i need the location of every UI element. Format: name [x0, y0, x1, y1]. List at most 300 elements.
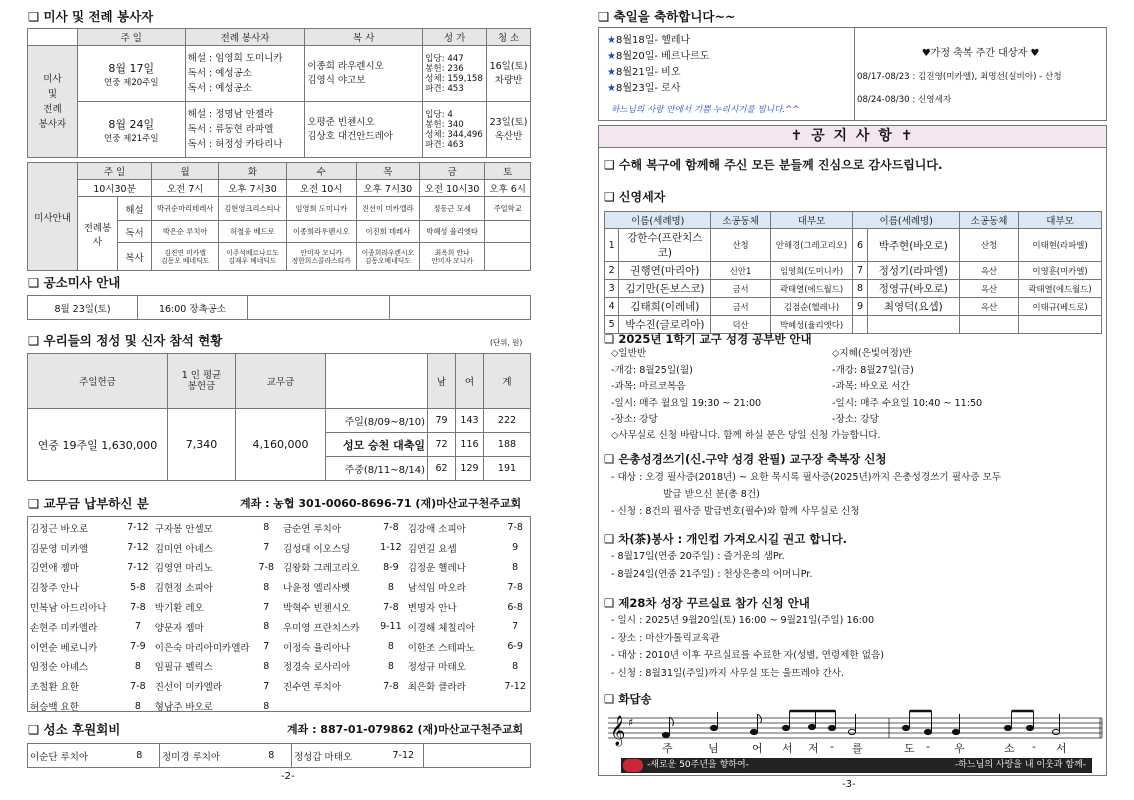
- donor-name: 김영연 마리노: [154, 563, 213, 575]
- donor-name: 우미영 프란치스카: [282, 622, 360, 634]
- hymn-line: 파견: 463: [425, 139, 464, 150]
- bapt-title: ❑ 신영세자: [604, 190, 666, 204]
- bapt-community: 산청: [711, 229, 770, 262]
- bapt-name: 권행연(마리아): [619, 262, 711, 280]
- donor-month: 7: [512, 621, 519, 633]
- donor-name: [281, 696, 376, 716]
- empty-cell: [28, 29, 78, 46]
- clean-line: 16일(토): [489, 60, 528, 72]
- bapt-num: 3: [605, 280, 619, 298]
- bapt-num: 7: [853, 262, 867, 280]
- donor-name: 이은숙 마리아미카엘라: [154, 642, 250, 654]
- treble-clef-icon: 𝄞: [610, 716, 626, 746]
- attend-total: 188: [484, 433, 531, 457]
- lyric-syllable: 서: [782, 742, 793, 755]
- bapt-num: 1: [605, 229, 619, 262]
- donor-month: 8: [134, 660, 141, 672]
- bapt-godparent: 임영희(도미니카): [770, 262, 853, 280]
- bapt-col: 이름(세례명): [605, 212, 711, 229]
- donor-name: 이연순 베로니카: [30, 642, 98, 654]
- bible-line: -과목: 바오로 서간: [832, 381, 910, 392]
- mass-servers-cell: [185, 46, 305, 102]
- wk-time: 오전 7시: [152, 180, 219, 197]
- bapt-godparent: [1019, 316, 1102, 334]
- clean-line: 차량반: [494, 74, 523, 86]
- donor-name: 김왕화 그레고리오: [282, 563, 360, 575]
- note: [750, 729, 757, 734]
- attend-male: 79: [428, 409, 456, 433]
- offering-title: ❑ 우리들의 정성 및 신자 참석 현황: [28, 333, 223, 348]
- star-icon: ★: [607, 83, 616, 94]
- notice-title: ✝ 공 지 사 항 ✝: [598, 125, 1107, 148]
- bible-line: ◇지혜(은빛여정)반: [832, 348, 912, 359]
- footer-right-text: -하느님의 사랑을 내 이웃과 함께-: [955, 760, 1086, 770]
- bapt-godparent: 이영훈(미카엘): [1019, 262, 1102, 280]
- bapt-col: 소공동체: [959, 212, 1018, 229]
- cursillo-line: - 일시 : 2025년 9월20일(토) 16:00 ~ 9월21일(주일) 16:00: [611, 615, 875, 626]
- donor-name: 김문영 미카엘: [30, 543, 89, 555]
- donor-name: 김정운 헬레나: [407, 563, 466, 575]
- celebrate-title: ❑ 축일을 축하합니다~~: [598, 9, 736, 24]
- donor-name: 박혁수 빈첸시오: [282, 603, 351, 615]
- donor-name: 형남주 바오로: [154, 702, 213, 714]
- col-clean: 청 소: [487, 29, 531, 46]
- clean-line: 23일(토): [489, 116, 528, 128]
- wk-cell: 주일학교: [485, 197, 531, 221]
- hymn-line: 성체: 159,158: [425, 73, 483, 84]
- lyric-syllable: 님: [708, 742, 719, 755]
- copy-line: - 신청 : 8건의 필사증 발급번호(필수)와 함께 사무실로 신청: [611, 506, 860, 517]
- sponsor-title: ❑ 성소 후원회비: [28, 722, 121, 737]
- bapt-name: 박주현(바오로): [867, 229, 959, 262]
- bapt-name: 박수진(글로리아): [619, 316, 711, 334]
- note: [808, 724, 815, 729]
- col-avg: 1 인 평균 봉헌금: [168, 354, 236, 409]
- mass-date: 8월 24일: [108, 117, 155, 131]
- gongso-date: 8월 23일(토): [28, 296, 138, 320]
- cursillo-lines: [611, 612, 884, 682]
- donor-month: 7-8: [507, 581, 523, 593]
- note: [924, 729, 931, 734]
- bible-line: -장소: 강당: [611, 414, 658, 425]
- attend-female: 143: [456, 409, 484, 433]
- donor-month: 6-8: [507, 601, 523, 613]
- col-altar: 복 사: [305, 29, 423, 46]
- bapt-community: 금서: [711, 280, 770, 298]
- donor-month: 7: [134, 621, 141, 633]
- bapt-num: 6: [853, 229, 867, 262]
- donor-name: 김연길 요셉: [407, 543, 457, 555]
- page-number-left: -2-: [281, 771, 295, 782]
- altar-line: 오평준 빈첸시오: [307, 116, 375, 128]
- wk-cell: 김현영크리스티나: [219, 197, 286, 221]
- sponsor-month: 8: [252, 744, 292, 768]
- lyric-syllable: -: [830, 740, 834, 753]
- donor-name: 임필규 펠릭스: [154, 662, 213, 674]
- donor-row: [28, 538, 530, 558]
- donor-month: 7: [263, 601, 270, 613]
- clean-line: 옥산반: [494, 130, 523, 142]
- lyric-syllable: -: [926, 740, 930, 753]
- family-line: 08/24-08/30 : 신영세자: [857, 95, 952, 105]
- wk-col: 수: [286, 163, 356, 180]
- wk-time: 오후 7시30: [219, 180, 286, 197]
- sponsor-table: [27, 743, 531, 768]
- donor-month: 7-12: [504, 680, 526, 692]
- hymn-line: 입당: 447: [425, 53, 464, 64]
- bible-right: [832, 346, 982, 429]
- wk-col: 주 일: [78, 163, 152, 180]
- wk-cell: 이진희 데레사: [356, 221, 419, 243]
- note: [1026, 725, 1033, 730]
- mass-row-label: 미사 및 전례 봉사자: [28, 46, 78, 158]
- note: [662, 732, 669, 737]
- hymn-lyrics: [604, 740, 1104, 754]
- sponsor-empty: [424, 744, 531, 768]
- donor-month: 7-8: [130, 680, 146, 692]
- sponsor-account: 계좌 : 887-01-079862 (재)마산교구천주교회: [287, 723, 524, 736]
- wk-cell: 박은순 루치아: [152, 221, 219, 243]
- family-title: ♥가정 축복 주간 대상자 ♥: [921, 48, 1040, 59]
- server-line: 해설 : 정명남 안젤라: [187, 109, 274, 120]
- note: [710, 725, 717, 730]
- hymn-title: ❑ 화답송: [604, 692, 652, 706]
- wk-col: 토: [485, 163, 531, 180]
- copy-line: - 대상 : 오경 필사증(2018년) ~ 요한 묵시록 필사증(2025년)까지 은총성경쓰기 필사증 모두: [611, 472, 1002, 483]
- donor-name: 최은화 클라라: [407, 682, 466, 694]
- mass-date: 8월 17일: [108, 61, 155, 75]
- bible-line: ◇일반반: [611, 348, 647, 359]
- feast-lines: [607, 33, 709, 97]
- bapt-name: 강한수(프란치스코): [619, 229, 711, 262]
- donor-name: 진선이 미카엘라: [154, 682, 223, 694]
- wk-col: 목: [356, 163, 419, 180]
- clean-cell: [487, 102, 531, 158]
- col-offering: 주일헌금: [28, 354, 168, 409]
- tea-lines: [611, 548, 812, 584]
- donor-name: 이한조 스테파노: [407, 642, 475, 654]
- bible-line: -개강: 8월27일(금): [832, 364, 914, 376]
- hymn-line: 봉헌: 340: [425, 119, 464, 130]
- donor-month: 9-11: [380, 621, 402, 633]
- lyric-syllable: -: [1032, 740, 1036, 753]
- attend-total: 191: [484, 457, 531, 481]
- wk-cell: 안미자 모니카 정한희스콜라스티카: [286, 243, 356, 271]
- donor-month: 7-9: [130, 641, 146, 653]
- donor-month: 7: [263, 680, 270, 692]
- donor-month: 7-8: [383, 680, 399, 692]
- donor-month: 8: [263, 700, 270, 712]
- donor-month: 5-8: [130, 581, 146, 593]
- bapt-godparent: 김점순(헬레나): [770, 298, 853, 316]
- bible-title: ❑ 2025년 1학기 교구 성경 공부반 안내: [604, 332, 812, 346]
- wk-col: 월: [152, 163, 219, 180]
- wk-cell: 임영희 도미니카: [286, 197, 356, 221]
- sponsor-name: 이순단 루치아: [28, 744, 120, 768]
- donor-month: 7-8: [383, 522, 399, 534]
- donor-name: 김연애 젬마: [30, 563, 79, 575]
- wk-role: 복사: [118, 243, 152, 271]
- bapt-godparent: 곽태열(에드월드): [1019, 280, 1102, 298]
- donor-month: 8: [512, 561, 519, 573]
- wk-cell: 이주석베르나르도 김재우 베네딕도: [219, 243, 286, 271]
- donor-row: [28, 637, 530, 657]
- wk-cell: 최옥희 안나 안미자 모니카: [419, 243, 484, 271]
- thanks-line: ❑ 수해 복구에 함께해 주신 모든 분들께 진심으로 감사드립니다.: [604, 158, 943, 172]
- gongso-title: ❑ 공소미사 안내: [28, 275, 121, 290]
- weekday-mass-table: [27, 162, 531, 271]
- donor-month: [376, 696, 406, 716]
- mass-section-title: ❑ 미사 및 전례 봉사자: [28, 9, 154, 24]
- lyric-syllable: 서: [1056, 742, 1067, 755]
- gongso-empty: [248, 296, 390, 320]
- footer-left-text: -새로운 50주년을 향하여-: [647, 760, 749, 770]
- feast-box: [598, 27, 1107, 121]
- mass-date-cell: [77, 46, 185, 102]
- server-line: 독서 : 류동현 라파엘: [187, 124, 274, 135]
- col-blank: [326, 354, 428, 409]
- dues-total: 4,160,000: [236, 409, 326, 481]
- wk-cell: 박혜성 율리엣타: [419, 221, 484, 243]
- donor-name: 손현주 미카엘라: [30, 622, 98, 634]
- cursillo-line: - 장소 : 마산가톨릭교육관: [611, 632, 720, 644]
- attend-label: 주중(8/11~8/14): [326, 457, 428, 481]
- bapt-row: [605, 262, 1102, 280]
- bapt-col: 대부모: [1019, 212, 1102, 229]
- donor-month: 8: [263, 621, 270, 633]
- bapt-name: 정영규(바오로): [867, 280, 959, 298]
- star-icon: ★: [607, 51, 616, 62]
- mass-servers-table: [27, 28, 531, 158]
- feast-item: [607, 33, 709, 49]
- donor-month: 9: [512, 542, 519, 554]
- star-icon: ★: [607, 35, 616, 46]
- donor-name: 변명자 안나: [407, 603, 457, 615]
- col-total: 계: [484, 354, 531, 409]
- donor-month: 7-12: [127, 542, 149, 554]
- wk-role: 독서: [118, 221, 152, 243]
- donor-box: [27, 516, 531, 712]
- bapt-name: 정성기(라파엘): [867, 262, 959, 280]
- tea-line: - 8월17일(연중 20주일) : 즐거운의 샘Pr.: [611, 551, 785, 562]
- donor-name: 이경해 체칠리아: [407, 622, 475, 634]
- donor-row: [28, 657, 530, 677]
- wk-cell: 이종희라우렌시오: [286, 221, 356, 243]
- wk-col: 금: [419, 163, 484, 180]
- feast-text: 8월23일- 로사: [615, 83, 681, 94]
- feast-text: 8월20일- 베르나르도: [615, 51, 710, 62]
- lyric-syllable: 어: [752, 742, 763, 755]
- avg-offering: 7,340: [168, 409, 236, 481]
- wk-col: 화: [219, 163, 286, 180]
- lyric-syllable: 소: [1004, 742, 1015, 755]
- donor-name: 정경숙 로사리아: [282, 662, 351, 674]
- hymn-line: 파견: 453: [425, 83, 464, 94]
- donor-name: 나윤정 엘리사벳: [282, 583, 351, 595]
- donor-name: 양문자 젬마: [154, 622, 204, 634]
- altar-line: 이종희 라우렌시오: [307, 60, 384, 72]
- attend-female: 116: [456, 433, 484, 457]
- donor-month: 8: [263, 660, 270, 672]
- server-line: 독서 : 예성공소: [187, 83, 252, 94]
- altar-line: 김영식 야고보: [307, 74, 366, 86]
- wk-cell: 김진연 미카엘 김동오 베네딕도: [152, 243, 219, 271]
- bible-left: [611, 346, 761, 429]
- copy-lines: [611, 469, 1001, 520]
- family-line: 08/17-08/23 : 김진영(미카엘), 최명선(실비아) - 산청: [857, 72, 1062, 82]
- donor-month: 8: [387, 581, 394, 593]
- donor-month: 8: [263, 581, 270, 593]
- bible-line: -일시: 매주 수요일 10:40 ~ 11:50: [832, 397, 983, 409]
- donor-name: [406, 696, 501, 716]
- bible-line: -과목: 마르코복음: [611, 381, 686, 392]
- feast-item: [607, 65, 709, 81]
- donor-month: 8: [387, 660, 394, 672]
- lyric-syllable: 도: [904, 742, 915, 755]
- bapt-community: 금서: [711, 298, 770, 316]
- bapt-num: 9: [853, 298, 867, 316]
- donor-name: 민복남 아드리아나: [30, 603, 107, 615]
- donor-title: ❑ 교무금 납부하신 분: [28, 496, 149, 511]
- wk-time: 10시30분: [78, 180, 152, 197]
- donor-name: 이정숙 율리아나: [282, 642, 351, 654]
- donor-row: [28, 597, 530, 617]
- feast-item: [607, 81, 709, 97]
- note: [782, 725, 789, 730]
- donor-table: [28, 518, 530, 716]
- donor-month: 8: [512, 660, 519, 672]
- page-number-right: -3-: [842, 779, 856, 790]
- attend-male: 62: [428, 457, 456, 481]
- wk-cell: 진선이 미카엘라: [356, 197, 419, 221]
- wk-time: 오전 10시30: [419, 180, 484, 197]
- lyric-syllable: 를: [852, 742, 863, 755]
- donor-month: 6-9: [507, 641, 523, 653]
- wk-cell: 정동근 모세: [419, 197, 484, 221]
- donor-name: 남석임 마오라: [407, 583, 466, 595]
- feast-text: 8월18일- 헬레나: [615, 35, 691, 46]
- donor-month: 7-12: [127, 561, 149, 573]
- logo-icon: [623, 759, 643, 772]
- bapt-community: 산청: [959, 229, 1018, 262]
- bapt-community: 덕산: [711, 316, 770, 334]
- donor-account: 계좌 : 농협 301-0060-8696-71 (재)마산교구천주교회: [240, 497, 522, 510]
- donor-month: 7: [263, 542, 270, 554]
- bapt-num: 8: [853, 280, 867, 298]
- sponsor-month: 8: [120, 744, 160, 768]
- bapt-num: 5: [605, 316, 619, 334]
- sponsor-month: 7-12: [384, 744, 424, 768]
- mass-date-cell: [77, 102, 185, 158]
- donor-month: [500, 696, 530, 716]
- sharp-icon: ♯: [628, 716, 634, 729]
- footer-bar: [621, 758, 1092, 773]
- bapt-name: [867, 316, 959, 334]
- bapt-name: 김기만(돈보스코): [619, 280, 711, 298]
- donor-month: 7-8: [258, 561, 275, 573]
- donor-name: 정성규 마태오: [407, 662, 466, 674]
- lyric-syllable: 저: [808, 742, 819, 755]
- wk-cell: 박귀순마리테레사: [152, 197, 219, 221]
- lyric-syllable: 우: [954, 742, 965, 755]
- col-servers: 전례 봉사자: [185, 29, 305, 46]
- donor-month: 1-12: [380, 542, 402, 554]
- gongso-table: [27, 295, 531, 320]
- donor-name: 김미연 아녜스: [154, 543, 213, 555]
- donor-name: 김강애 소피아: [407, 523, 466, 535]
- wk-cell: 이종희라우렌시오 김동오베네딕도: [356, 243, 419, 271]
- hymn-line: 봉헌: 236: [425, 63, 464, 74]
- feast-item: [607, 49, 709, 65]
- hymn-line: 성체: 344,496: [425, 129, 483, 140]
- bapt-godparent: 곽태열(에드월드): [770, 280, 853, 298]
- tea-title: ❑ 차(茶)봉사 : 개인컵 가져오시길 권고 합니다.: [604, 532, 848, 546]
- donor-name: 박기환 레오: [154, 603, 204, 615]
- donor-month: 8: [263, 522, 270, 534]
- bapt-community: 옥산: [959, 280, 1018, 298]
- bapt-name: 김태희(이레네): [619, 298, 711, 316]
- donor-name: 김성대 이오스딩: [282, 543, 351, 555]
- wk-cell: [485, 221, 531, 243]
- donor-month: 8-9: [383, 561, 399, 573]
- donor-name: 김창주 안나: [30, 583, 79, 595]
- col-male: 남: [428, 354, 456, 409]
- attend-label: 성모 승천 대축일: [326, 433, 428, 457]
- attend-female: 129: [456, 457, 484, 481]
- offering-table: [27, 353, 531, 481]
- feast-list: [599, 28, 855, 120]
- wk-cell: 허철웅 베드로: [219, 221, 286, 243]
- donor-name: 조철환 요한: [30, 682, 79, 694]
- donor-row: [28, 577, 530, 597]
- tea-line: - 8월24일(연중 21주일) : 천상은총의 어머니Pr.: [611, 569, 813, 580]
- donor-month: 8: [134, 700, 141, 712]
- note: [1004, 725, 1011, 730]
- gongso-empty: [389, 296, 531, 320]
- bapt-godparent: 이태현(라파엘): [1019, 229, 1102, 262]
- donor-month: 7-12: [127, 522, 149, 534]
- donor-month: 8: [387, 641, 394, 653]
- server-line: 독서 : 예성공소: [187, 68, 252, 79]
- note: [828, 725, 835, 730]
- cursillo-line: - 신청 : 8월31일(주일)까지 사무실 또는 울뜨레야 간사.: [611, 667, 844, 679]
- donor-name: 김현정 소피아: [154, 583, 213, 595]
- attend-male: 72: [428, 433, 456, 457]
- feast-text: 8월21일- 비오: [615, 67, 681, 78]
- donor-row: [28, 518, 530, 538]
- donor-name: 구자봉 안셀모: [154, 523, 213, 535]
- bapt-col: 소공동체: [711, 212, 770, 229]
- col-hymn: 성 가: [423, 29, 487, 46]
- col-dues: 교무금: [236, 354, 326, 409]
- weekday-group: 전례봉사: [78, 197, 118, 271]
- sunday-offering: 연중 19주일 1,630,000: [28, 409, 168, 481]
- wk-time: 오전 10시: [286, 180, 356, 197]
- server-line: 독서 : 허정성 카타리나: [187, 139, 283, 150]
- wk-role: 해설: [118, 197, 152, 221]
- altar-line: 김상호 대건안드레아: [307, 130, 393, 142]
- lyric-syllable: 주: [662, 742, 673, 755]
- star-icon: ★: [607, 67, 616, 78]
- donor-month: 7-8: [383, 601, 399, 613]
- feast-message: 하느님의 사랑 안에서 기쁨 누리시기를 빕니다.^^: [611, 105, 800, 115]
- hymn-line: 입당: 4: [425, 109, 453, 120]
- family-blessing: [855, 28, 1106, 120]
- bapt-godparent: 이태규(베드로): [1019, 298, 1102, 316]
- donor-month: 7-8: [130, 601, 146, 613]
- sponsor-name: 정성갑 마태오: [292, 744, 384, 768]
- bapt-godparent: 박혜성(율리엣다): [770, 316, 853, 334]
